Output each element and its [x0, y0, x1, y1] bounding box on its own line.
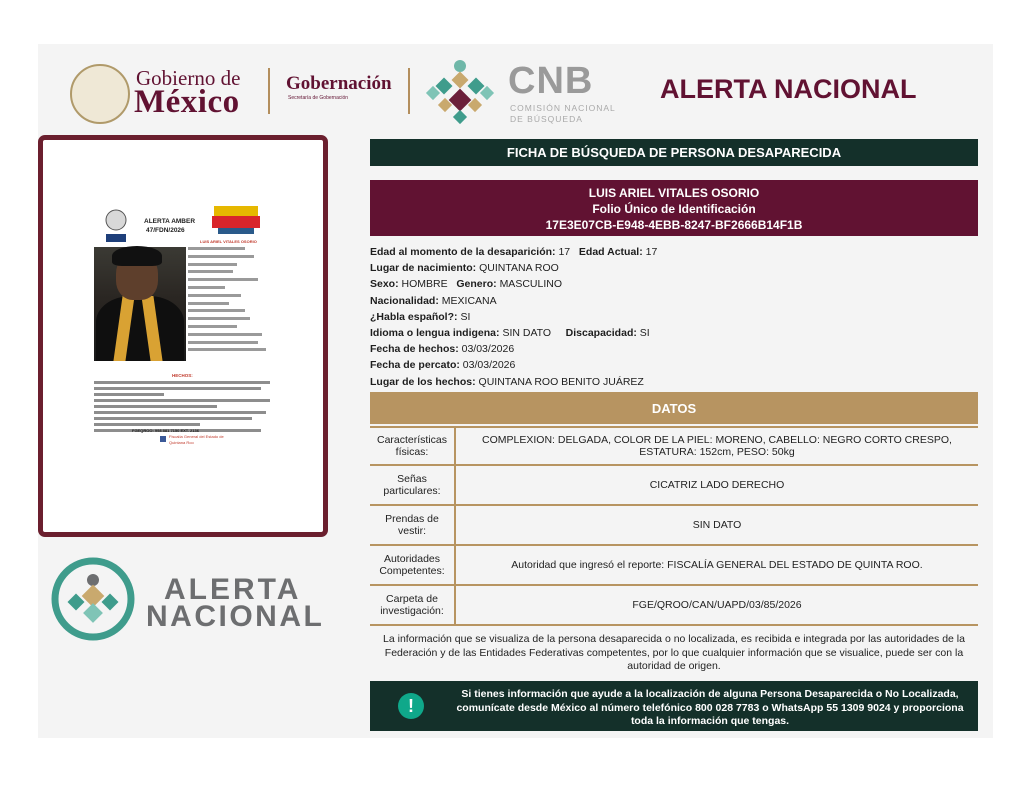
fecha-hechos-value: 03/03/2026 — [461, 343, 515, 356]
label-line: Carpeta de — [386, 593, 438, 605]
nacionalidad-value: MEXICANA — [441, 294, 497, 307]
poster-hechos-heading: HECHOS: — [172, 373, 193, 378]
coat-of-arms-seal — [70, 64, 130, 124]
fecha-percato-value: 03/03/2026 — [462, 359, 516, 372]
datos-header: DATOS — [370, 392, 978, 424]
table-row — [370, 505, 978, 545]
header-divider — [268, 68, 270, 114]
poster-facebook-line: Quintana Roo — [169, 440, 194, 445]
ficha-title-bar: FICHA DE BÚSQUEDA DE PERSONA DESAPARECIDA — [370, 139, 978, 166]
facebook-icon — [160, 436, 166, 442]
lugar-nacimiento-label: Lugar de nacimiento: — [370, 262, 477, 275]
fge-logo-icon — [101, 208, 131, 244]
cnb-logo-icon — [424, 56, 496, 128]
habla-espanol-value: SI — [460, 310, 471, 323]
poster-facebook-label — [169, 434, 224, 446]
info-row — [370, 341, 657, 357]
poster-person-name: LUIS ARIEL VITALES OSORIO — [200, 239, 257, 244]
info-row — [370, 325, 657, 341]
person-identity-box — [370, 180, 978, 236]
habla-espanol-label: ¿Habla español?: — [370, 310, 458, 323]
row-value: Autoridad que ingresó el reporte: FISCALÍA GENERAL DEL ESTADO DE QUINTA ROO. — [455, 545, 978, 585]
poster-details-text — [188, 247, 270, 356]
label-line: Autoridades — [383, 553, 441, 565]
label-line: vestir: — [397, 525, 426, 537]
info-row — [370, 276, 657, 292]
info-row — [370, 357, 657, 373]
info-row — [370, 293, 657, 309]
gobernacion-subtitle: Secretaría de Gobernación — [288, 95, 349, 101]
nacional-logo-text: NACIONAL — [146, 600, 325, 633]
poster-phone: FGEQROO: 998 881 7150 EXT. 2136 — [132, 428, 199, 433]
row-value: FGE/QROO/CAN/UAPD/03/85/2026 — [455, 585, 978, 625]
gobierno-de-text: Gobierno de — [136, 66, 241, 90]
table-row — [370, 545, 978, 585]
table-row — [370, 585, 978, 625]
poster-amber-code: 47/FDN/2026 — [146, 227, 185, 234]
label-line: Características — [376, 434, 448, 446]
lugar-hechos-label: Lugar de los hechos: — [370, 375, 476, 388]
disclaimer-text: La información que se visualiza de la persona desaparecida o no localizada, es recibida e integrada por las autoridades de la Federación y de las Entidades Federativas competentes, por lo que cualquier información que se visualice, puede ser con la autoridad de origen. — [383, 633, 965, 672]
genero-label: Genero: — [456, 278, 497, 291]
sexo-label: Sexo: — [370, 278, 399, 291]
fecha-percato-label: Fecha de percato: — [370, 359, 460, 372]
person-info-block — [370, 244, 657, 390]
row-label — [370, 505, 455, 545]
discapacidad-value: SI — [639, 327, 650, 340]
info-row — [370, 244, 657, 260]
folio-value: 17E3E07CB-E948-4EBB-8247-BF2666B14F1B — [545, 218, 803, 232]
lugar-nacimiento-value: QUINTANA ROO — [479, 262, 559, 275]
label-line: Señas — [397, 473, 427, 485]
poster-hechos-text — [94, 381, 270, 435]
mexico-text: México — [134, 84, 240, 120]
idioma-value: SIN DATO — [502, 327, 552, 340]
photo-hair — [112, 246, 162, 266]
header-divider — [408, 68, 410, 114]
label-line: físicas: — [395, 446, 429, 458]
info-row — [370, 309, 657, 325]
row-label — [370, 427, 455, 465]
cnb-logo-text: CNB — [508, 60, 594, 102]
row-label — [370, 545, 455, 585]
label-line: investigación: — [380, 605, 444, 617]
row-value — [455, 427, 978, 465]
edad-desaparicion-label: Edad al momento de la desaparición: — [370, 246, 556, 258]
genero-value: MASCULINO — [499, 278, 562, 291]
edad-actual-value: 17 — [645, 246, 658, 258]
contact-alert-text: Si tienes información que ayude a la localización de alguna Persona Desaparecida o No Localizada, comunícate desde México al número telefónico 800 028 7783 o WhatsApp 55 1309 9024 y proporciona toda la información que tengas. — [456, 688, 964, 727]
row-label — [370, 465, 455, 505]
label-line: particulares: — [383, 485, 441, 497]
photo-body — [96, 296, 184, 361]
edad-actual-label: Edad Actual: — [578, 246, 643, 258]
amber-alert-logo-icon — [210, 202, 262, 238]
sexo-value: HOMBRE — [401, 278, 448, 291]
value-line: ESTATURA: 152cm, PESO: 50kg — [639, 446, 795, 458]
datos-table — [370, 426, 978, 626]
poster-amber-label: ALERTA AMBER — [144, 218, 196, 225]
table-row — [370, 427, 978, 465]
discapacidad-label: Discapacidad: — [565, 327, 637, 340]
poster-facebook-line: Fiscalía General del Estado de — [169, 434, 224, 439]
idioma-label: Idioma o lengua indigena: — [370, 327, 500, 340]
row-value: CICATRIZ LADO DERECHO — [455, 465, 978, 505]
alerta-nacional-logo-icon — [50, 556, 136, 642]
edad-desaparicion-value: 17 — [558, 246, 571, 258]
nacionalidad-label: Nacionalidad: — [370, 294, 439, 307]
alerta-logo-text: ALERTA — [164, 573, 302, 606]
cnb-subtitle-line: DE BÚSQUEDA — [510, 114, 583, 124]
info-row — [370, 374, 657, 390]
label-line: Prendas de — [385, 513, 439, 525]
row-label — [370, 585, 455, 625]
fecha-hechos-label: Fecha de hechos: — [370, 343, 459, 356]
exclamation-icon: ! — [398, 693, 424, 719]
person-name: LUIS ARIEL VITALES OSORIO — [588, 186, 760, 200]
label-line: Competentes: — [379, 565, 445, 577]
table-row — [370, 465, 978, 505]
gobernacion-logo-text: Gobernación — [286, 73, 392, 94]
info-row — [370, 260, 657, 276]
row-value: SIN DATO — [455, 505, 978, 545]
folio-label: Folio Único de Identificación — [592, 202, 756, 216]
alerta-nacional-title: ALERTA NACIONAL — [660, 74, 917, 104]
cnb-subtitle — [510, 103, 616, 125]
lugar-hechos-value: QUINTANA ROO BENITO JUÁREZ — [478, 375, 644, 388]
cnb-subtitle-line: COMISIÓN NACIONAL — [510, 103, 616, 113]
value-line: COMPLEXION: DELGADA, COLOR DE LA PIEL: MORENO, CABELLO: NEGRO CORTO CRESPO, — [482, 434, 952, 446]
